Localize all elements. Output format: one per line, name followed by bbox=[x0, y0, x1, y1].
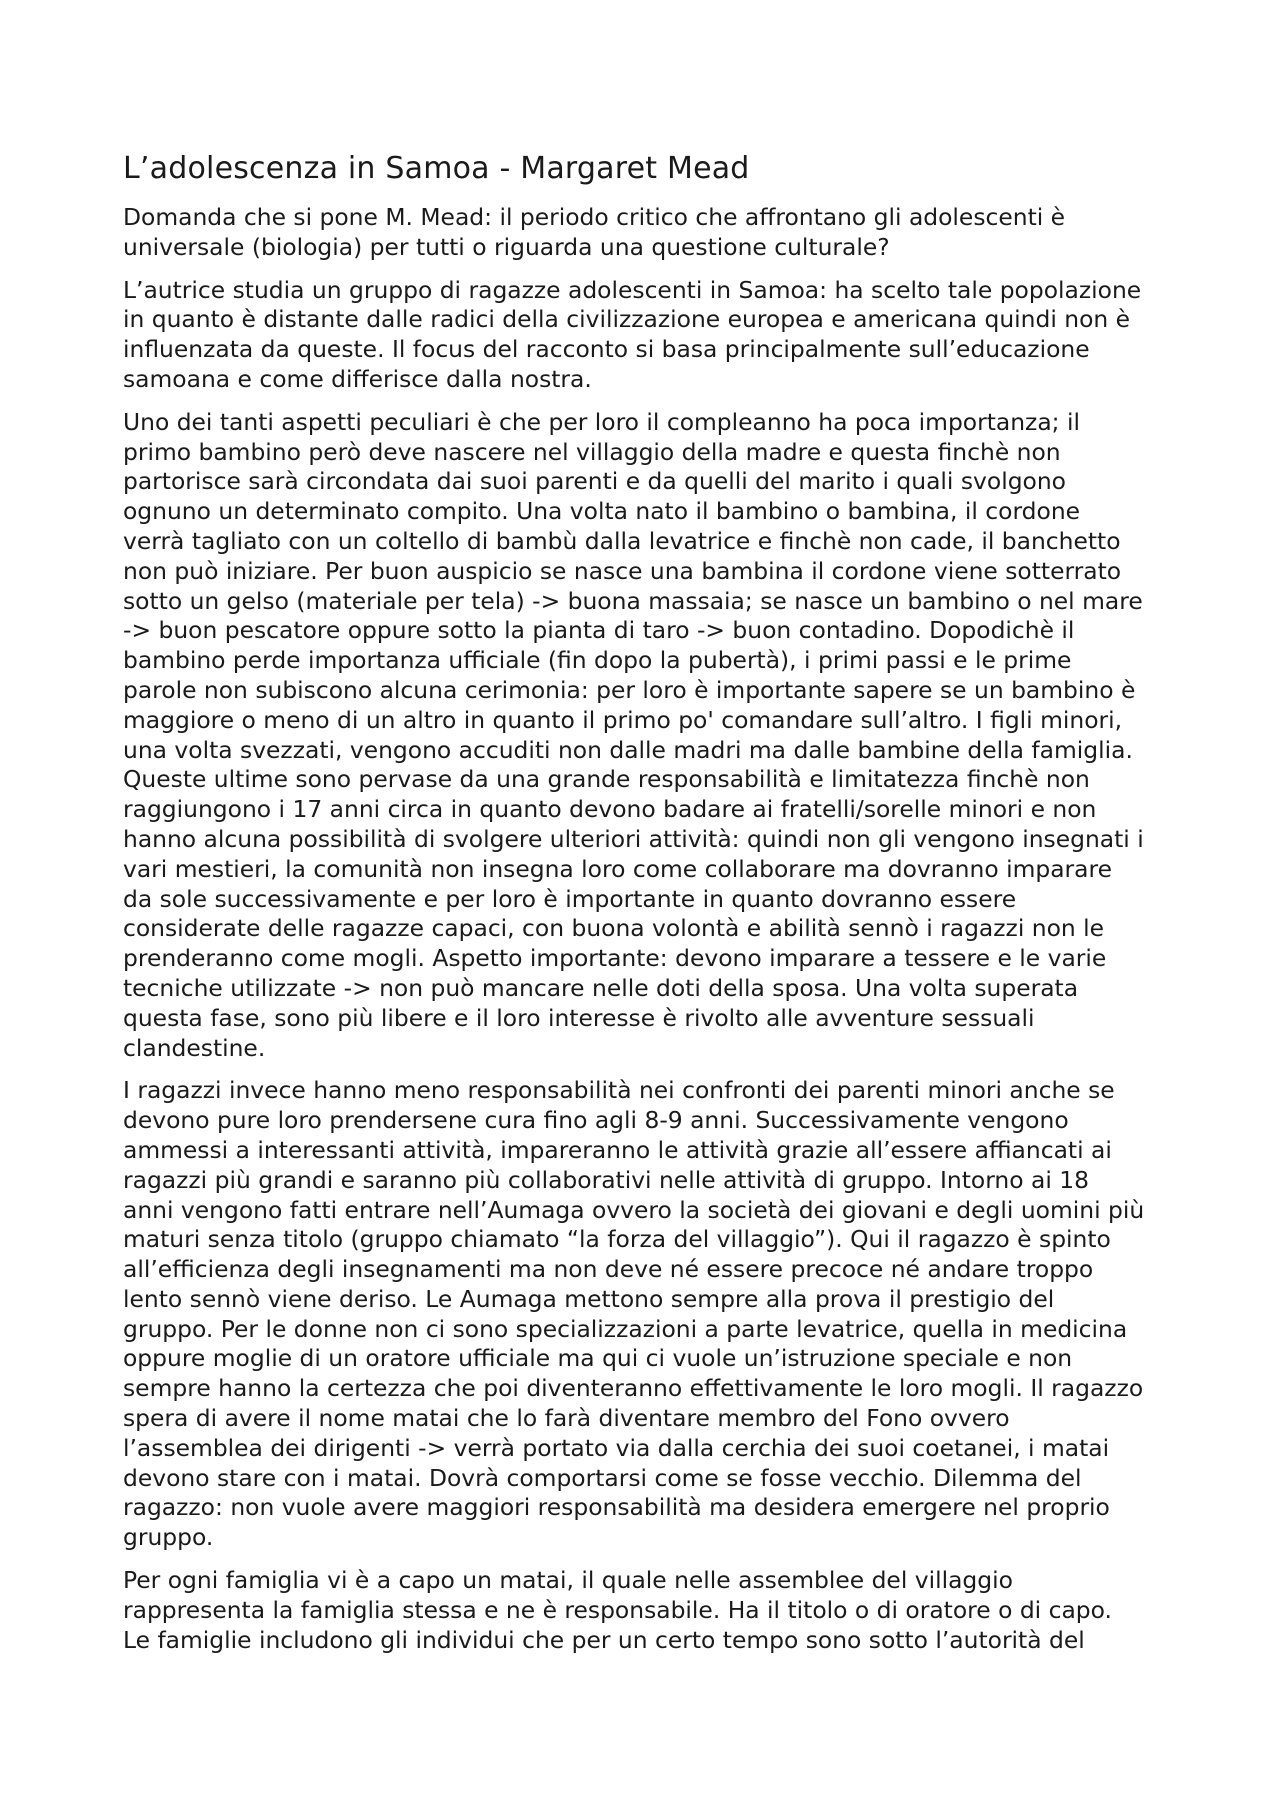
document-body bbox=[123, 150, 1168, 1668]
document-title: L’adolescenza in Samoa - Margaret Mead bbox=[123, 151, 750, 186]
paragraph-research-question: Domanda che si pone M. Mead: il periodo critico che affrontano gli adolescenti è universale (biologia) per tutti o riguarda una questione culturale? bbox=[123, 203, 1066, 261]
paragraph-family-matai: Per ogni famiglia vi è a capo un matai, il quale nelle assemblee del villaggio rappresenta la famiglia stessa e ne è responsabile. Ha il titolo o di oratore o di capo. Le famiglie includono gli individui che per un certo tempo sono sotto l’autorità del bbox=[123, 1566, 1112, 1654]
paragraph-boys-aumaga: I ragazzi invece hanno meno responsabilità nei confronti dei parenti minori anche se devono pure loro prendersene cura fino agli 8-9 anni. Successivamente vengono ammessi a interessanti attività, impareranno le attività grazie all’essere affiancati ai ragazzi più grandi e saranno più collaborativi nelle attività di gruppo. Intorno ai 18 anni vengono fatti entrare nell’Aumaga ovvero la società dei giovani e degli uomini più maturi senza titolo (gruppo chiamato “la forza del villaggio”). Qui il ragazzo è spinto all’efficienza degli insegnamenti ma non deve né essere precoce né andare troppo lento sennò viene deriso. Le Aumaga mettono sempre alla prova il prestigio del gruppo. Per le donne non ci sono specializzazioni a parte levatrice, quella in medicina oppure moglie di un oratore ufficiale ma qui ci vuole un’istruzione speciale e non sempre hanno la certezza che poi diventeranno effettivamente le loro mogli. Il ragazzo spera di avere il nome matai che lo farà diventare membro del Fono ovvero l’assemblea dei dirigenti -> verrà portato via dalla cerchia dei suoi coetanei, i matai devono stare con i matai. Dovrà comportarsi come se fosse vecchio. Dilemma del ragazzo: non vuole avere maggiori responsabilità ma desidera emergere nel proprio gruppo. bbox=[123, 1076, 1145, 1552]
paragraph-study-population: L’autrice studia un gruppo di ragazze adolescenti in Samoa: ha scelto tale popolazione in quanto è distante dalle radici della civilizzazione europea e americana quindi non è influenzata da queste. Il focus del racconto si basa principalmente sull’educazione samoana e come differisce dalla nostra. bbox=[123, 275, 1142, 393]
paragraph-childhood-girls: Uno dei tanti aspetti peculiari è che per loro il compleanno ha poca importanza; il primo bambino però deve nascere nel villaggio della madre e questa finchè non partorisce sarà circondata dai suoi parenti e da quelli del marito i quali svolgono ognuno un determinato compito. Una volta nato il bambino o bambina, il cordone verrà tagliato con un coltello di bambù dalla levatrice e finchè non cade, il banchetto non può iniziare. Per buon auspicio se nasce una bambina il cordone viene sotterrato sotto un gelso (materiale per tela) -> buona massaia; se nasce un bambino o nel mare -> buon pescatore oppure sotto la pianta di taro -> buon contadino. Dopodichè il bambino perde importanza ufficiale (fin dopo la pubertà), i primi passi e le prime parole non subiscono alcuna cerimonia: per loro è importante sapere se un bambino è maggiore o meno di un altro in quanto il primo po' comandare sull’altro. I figli minori, una volta svezzati, vengono accuditi non dalle madri ma dalle bambine della famiglia. Queste ultime sono pervase da una grande responsabilità e limitatezza finchè non raggiungono i 17 anni circa in quanto devono badare ai fratelli/sorelle minori e non hanno alcuna possibilità di svolgere ulteriori attività: quindi non gli vengono insegnati i vari mestieri, la comunità non insegna loro come collaborare ma dovranno imparare da sole successivamente e per loro è importante in quanto dovranno essere considerate delle ragazze capaci, con buona volontà e abilità sennò i ragazzi non le prenderanno come mogli. Aspetto importante: devono imparare a tessere e le varie tecniche utilizzate -> non può mancare nelle doti della sposa. Una volta superata questa fase, sono più libere e il loro interesse è rivolto alle avventure sessuali clandestine. bbox=[123, 407, 1144, 1062]
